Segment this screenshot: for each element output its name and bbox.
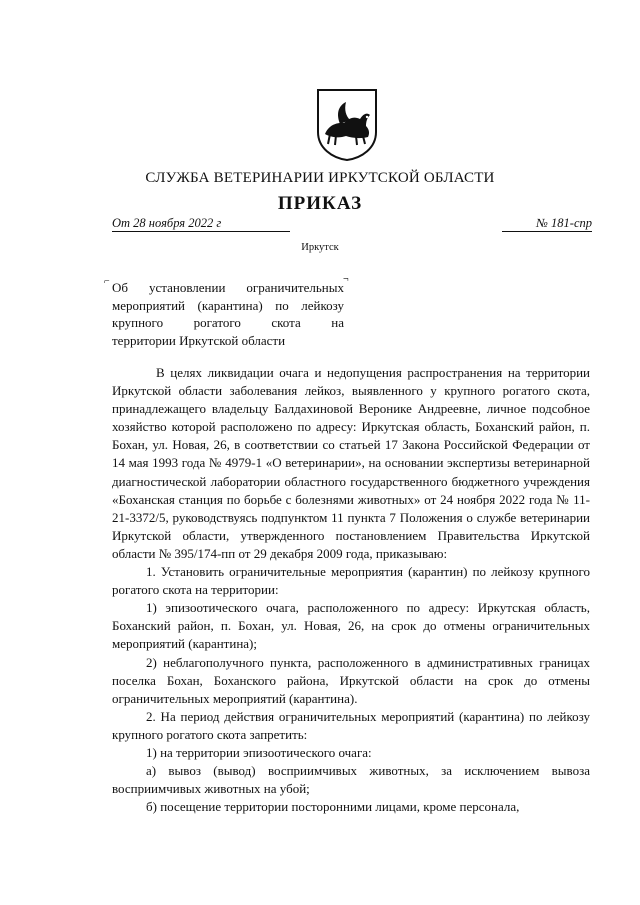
body-paragraph: 1. Установить ограничительные мероприятия (карантин) по лейкозу крупного рогатого скота на территории: xyxy=(112,564,590,598)
subject-bracket-right: ¬ xyxy=(343,274,349,285)
date-number-row xyxy=(112,216,592,238)
body-paragraph: В целях ликвидации очага и недопущения распространения на территории Иркутской области заболевания лейкоз, выявленного у крупного рогатого скота, принадлежащего владельцу Балдахиновой Веронике Андреевне, личное подсобное хозяйство которой расположено по адресу: Иркутская область, Боханский район, п. Бохан, ул. Новая, 26, в соответствии со статьей 17 Закона Российской Федерации от 14 мая 1993 года № 4979-1 «О ветеринарии», на основании экспертизы ветеринарной диагностической лаборатории областного государственного бюджетного учреждения «Боханская станция по борьбе с болезнями животных» от 24 ноября 2022 года № 11-21-3372/5, руководствуясь подпунктом 11 пункта 7 Положения о службе ветеринарии Иркутской области, утвержденного постановлением Правительства Иркутской области № 395/174-пп от 29 декабря 2009 года, приказываю: xyxy=(112,365,590,561)
subject-line: Об установлении ограничительных xyxy=(112,280,344,295)
subject-bracket-left: ⌐ xyxy=(104,276,110,287)
body-paragraph: 2. На период действия ограничительных мероприятий (карантина) по лейкозу крупного рогатого скота запретить: xyxy=(112,708,590,742)
document-subject xyxy=(112,279,344,349)
body-paragraph: а) вывоз (вывод) восприимчивых животных, за исключением вывоза восприимчивых животных на убой; xyxy=(112,763,590,797)
body-paragraph: 1) на территории эпизоотического очага: xyxy=(146,744,372,760)
body-paragraph: б) посещение территории посторонними лицами, кроме персонала, xyxy=(146,799,520,815)
document-body xyxy=(112,364,590,816)
document-city: Иркутск xyxy=(301,242,339,253)
body-paragraph: 1) эпизоотического очага, расположенного по адресу: Иркутская область, Боханский район, п. Бохан, ул. Новая, 26, на срок до отмены ограничительных мероприятий (карантина); xyxy=(112,600,590,652)
subject-line: мероприятий (карантина) по лейкозу xyxy=(112,297,344,313)
coat-of-arms-emblem xyxy=(316,88,378,162)
body-paragraph: 2) неблагополучного пункта, расположенного в административных границах поселка Бохан, Боханского района, Иркутской области на срок до отмены ограничительных мероприятий (карантина). xyxy=(112,654,590,706)
document-type-title: ПРИКАЗ xyxy=(277,193,363,214)
subject-line: территории Иркутской области xyxy=(112,332,286,348)
subject-line: крупного рогатого скота на xyxy=(112,315,344,330)
organization-name: СЛУЖБА ВЕТЕРИНАРИИ ИРКУТСКОЙ ОБЛАСТИ xyxy=(145,170,495,186)
document-date: От 28 ноября 2022 г xyxy=(112,216,290,232)
document-number: № 181-спр xyxy=(502,216,592,232)
